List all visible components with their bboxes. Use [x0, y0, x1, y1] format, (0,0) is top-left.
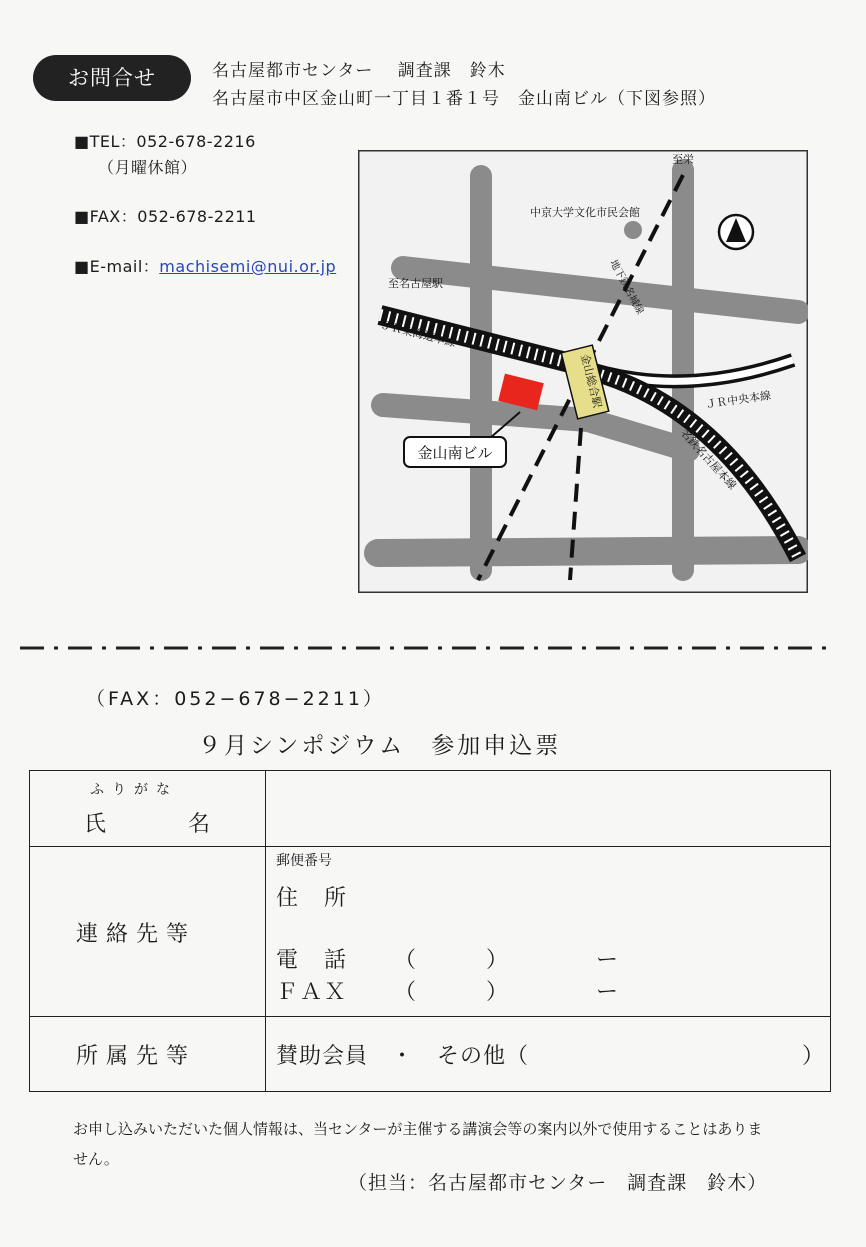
- hall-marker: [624, 221, 642, 239]
- email-line: [74, 254, 336, 277]
- email-link[interactable]: machisemi@nui.or.jp: [159, 257, 337, 276]
- affiliation-label-cell: [30, 1017, 266, 1092]
- fax-paren-open: （: [394, 980, 419, 1005]
- postal-label: 郵便番号: [276, 853, 332, 869]
- map-label-meitetsu: 名鉄名古屋本線: [677, 426, 739, 493]
- map-label-jr-tokaido: ＪＲ東海道本線: [379, 318, 458, 350]
- application-form: [29, 770, 831, 1092]
- staff-contact: （担当：名古屋都市センター 調査課 鈴木）: [348, 1172, 768, 1194]
- contact-field[interactable]: [266, 847, 831, 1017]
- org-line: 名古屋都市センター 調査課 鈴木: [212, 61, 506, 81]
- form-fax-line: （FAX：052−678−2211）: [86, 688, 385, 710]
- name-label-cell: [30, 771, 266, 847]
- name-row: [30, 771, 831, 847]
- form-title: ９月シンポジウム 参加申込票: [198, 733, 562, 759]
- tel-line: ■TEL：052-678-2216: [74, 132, 256, 151]
- phone-dash: ー: [596, 948, 621, 973]
- north-icon: [719, 215, 753, 249]
- map-label-to-sakae: 至栄: [672, 153, 694, 166]
- contact-label: 連絡先等: [76, 922, 197, 947]
- cut-line: [20, 646, 835, 650]
- affiliation-row: [30, 1017, 831, 1092]
- affiliation-field[interactable]: [266, 1017, 831, 1092]
- fax-dash: ー: [596, 980, 621, 1005]
- map-label-building: 金山南ビル: [417, 444, 493, 462]
- phone-paren-close: ）: [486, 948, 511, 973]
- map-label-hall: 中京大学文化市民会館: [530, 206, 640, 219]
- fax-label: ＦＡＸ: [276, 980, 349, 1005]
- name-field[interactable]: [266, 771, 831, 847]
- fax-paren-close: ）: [486, 980, 511, 1005]
- contact-row: [30, 847, 831, 1017]
- address-line: 名古屋市中区金山町一丁目１番１号 金山南ビル（下図参照）: [212, 89, 716, 109]
- address-label: 住 所: [276, 886, 349, 911]
- map-label-jr-chuo: ＪＲ中央本線: [704, 388, 772, 411]
- name-label: 氏 名: [84, 812, 241, 837]
- affiliation-label: 所属先等: [76, 1044, 197, 1069]
- contact-label-cell: [30, 847, 266, 1017]
- map-label-to-nagoya: 至名古屋駅: [388, 277, 443, 290]
- phone-label: 電 話: [276, 948, 349, 973]
- email-prefix: ■E-mail：: [74, 257, 160, 276]
- affiliation-text: 賛助会員 ・ その他（: [276, 1044, 530, 1069]
- privacy-note: お申し込みいただいた個人情報は、当センターが主催する講演会等の案内以外で使用することはありません。: [73, 1120, 763, 1168]
- tel-note: （月曜休館）: [98, 158, 198, 177]
- inquiry-badge: お問合せ: [33, 55, 191, 101]
- phone-paren-open: （: [394, 948, 419, 973]
- map-label-subway: 地下鉄名城線: [607, 258, 646, 317]
- furigana-label: ふりがな: [90, 782, 178, 798]
- map-label-station: 金山総合駅: [578, 352, 605, 410]
- fax-line: ■FAX：052-678-2211: [74, 207, 257, 226]
- access-map: [358, 150, 808, 593]
- affiliation-close: ）: [802, 1044, 827, 1069]
